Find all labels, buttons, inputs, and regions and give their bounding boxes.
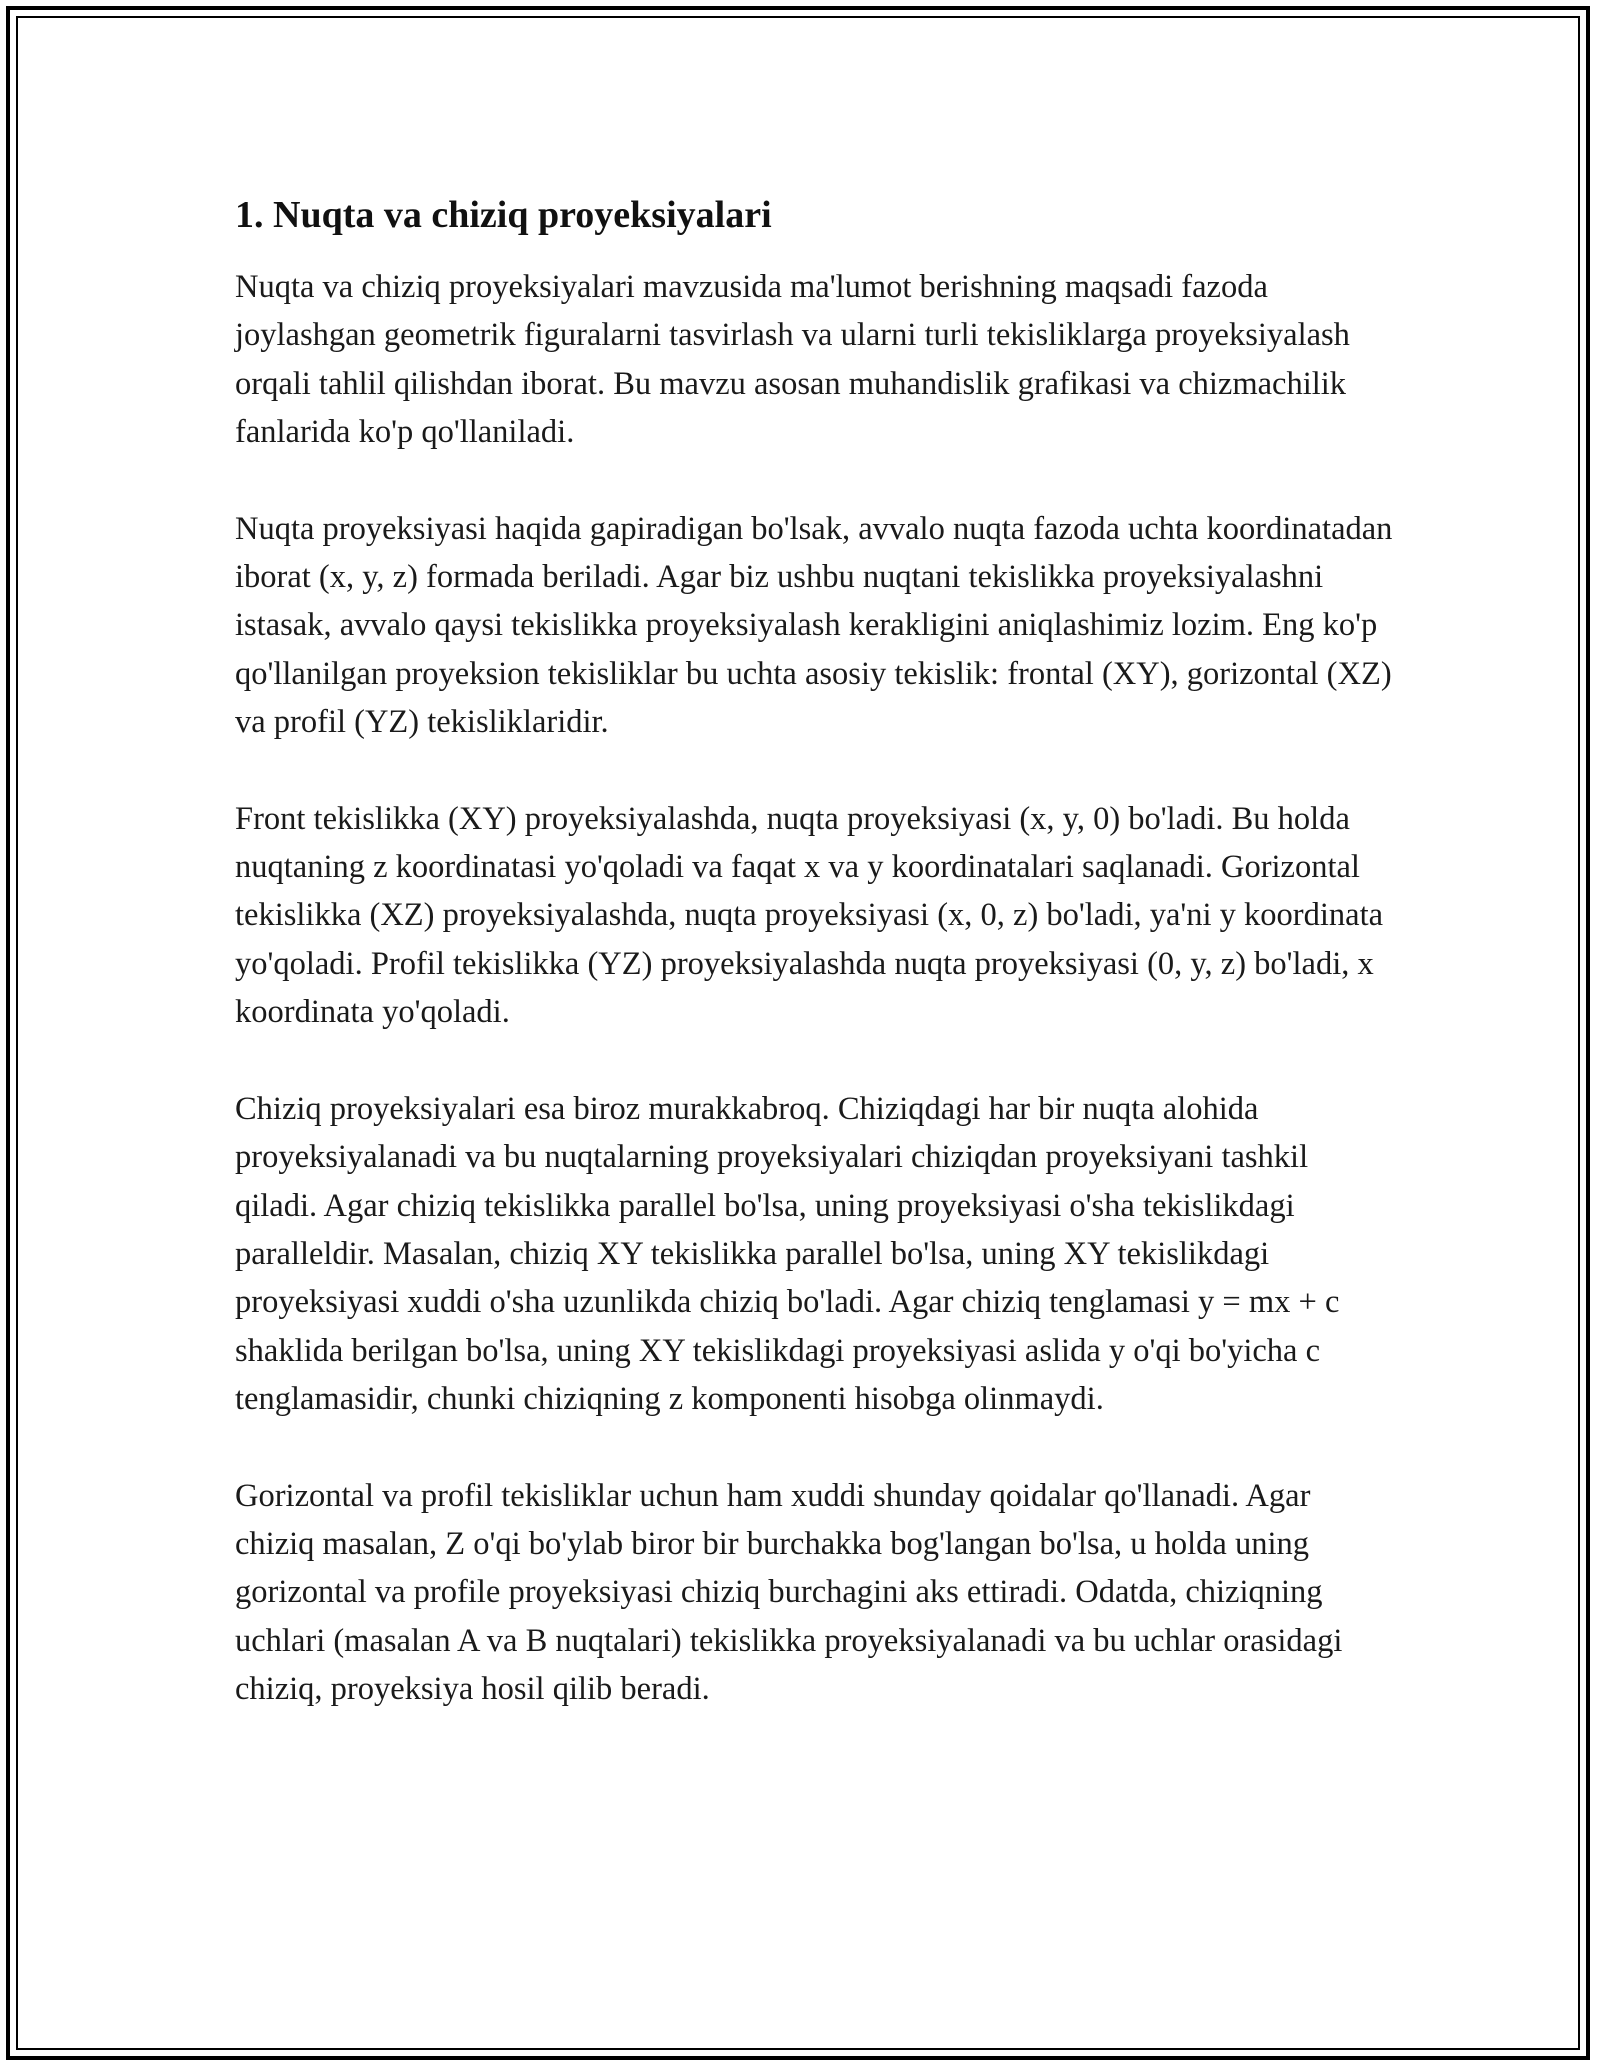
paragraph-line-projection: Chiziq proyeksiyalari esa biroz murakkabroq. Chiziqdagi har bir nuqta alohida proyeksiyalanadi va bu nuqtalarning proyeksiyalari chiziqdan proyeksiyani tashkil qiladi. Agar chiziq tekislikka parallel bo'lsa, uning proyeksiyasi o'sha tekislikdagi paralleldir. Masalan, chiziq XY tekislikka parallel bo'lsa, uning XY tekislikdagi proyeksiyasi xuddi o'sha uzunlikda chiziq bo'ladi. Agar chiziq tenglamasi y = mx + c shaklida berilgan bo'lsa, uning XY tekislikdagi proyeksiyasi aslida y o'qi bo'yicha c tenglamasidir, chunki chiziqning z komponenti hisobga olinmaydi. <box>235 1090 1340 1418</box>
paragraph-plane-projections: Front tekislikka (XY) proyeksiyalashda, nuqta proyeksiyasi (x, y, 0) bo'ladi. Bu holda nuqtaning z koordinatasi yo'qoladi va faqat x va y koordinatalari saqlanadi. Gorizontal tekislikka (XZ) proyeksiyalashda, nuqta proyeksiyasi (x, 0, z) bo'ladi, ya'ni y koordinata yo'qoladi. Profil tekislikka (YZ) proyeksiyalashda nuqta proyeksiyasi (0, y, z) bo'ladi, x koordinata yo'qoladi. <box>235 800 1384 1031</box>
paragraph-horizontal-profile: Gorizontal va profil tekisliklar uchun ham xuddi shunday qoidalar qo'llanadi. Agar chiziq masalan, Z o'qi bo'ylab biror bir burchakka bog'langan bo'lsa, u holda uning gorizontal va profile proyeksiyasi chiziq burchagini aks ettiradi. Odatda, chiziqning uchlari (masalan A va B nuqtalari) tekislikka proyeksiyalanadi va bu uchlar orasidagi chiziq, proyeksiya hosil qilib beradi. <box>235 1477 1343 1708</box>
section-heading: 1. Nuqta va chiziq proyeksiyalari <box>235 194 772 236</box>
paragraph-point-projection: Nuqta proyeksiyasi haqida gapiradigan bo'lsak, avvalo nuqta fazoda uchta koordinatadan iborat (x, y, z) formada beriladi. Agar biz ushbu nuqtani tekislikka proyeksiyalashni istasak, avvalo qaysi tekislikka proyeksiyalash kerakligini aniqlashimiz lozim. Eng ko'p qo'llanilgan proyeksion tekisliklar bu uchta asosiy tekislik: frontal (XY), gorizontal (XZ) va profil (YZ) tekisliklaridir. <box>235 510 1393 741</box>
document-body <box>235 185 1395 1762</box>
paragraph-intro: Nuqta va chiziq proyeksiyalari mavzusida ma'lumot berishning maqsadi fazoda joylashgan geometrik figuralarni tasvirlash va ularni turli tekisliklarga proyeksiyalash orqali tahlil qilishdan iborat. Bu mavzu asosan muhandislik grafikasi va chizmachilik fanlarida ko'p qo'llaniladi. <box>235 269 1350 451</box>
